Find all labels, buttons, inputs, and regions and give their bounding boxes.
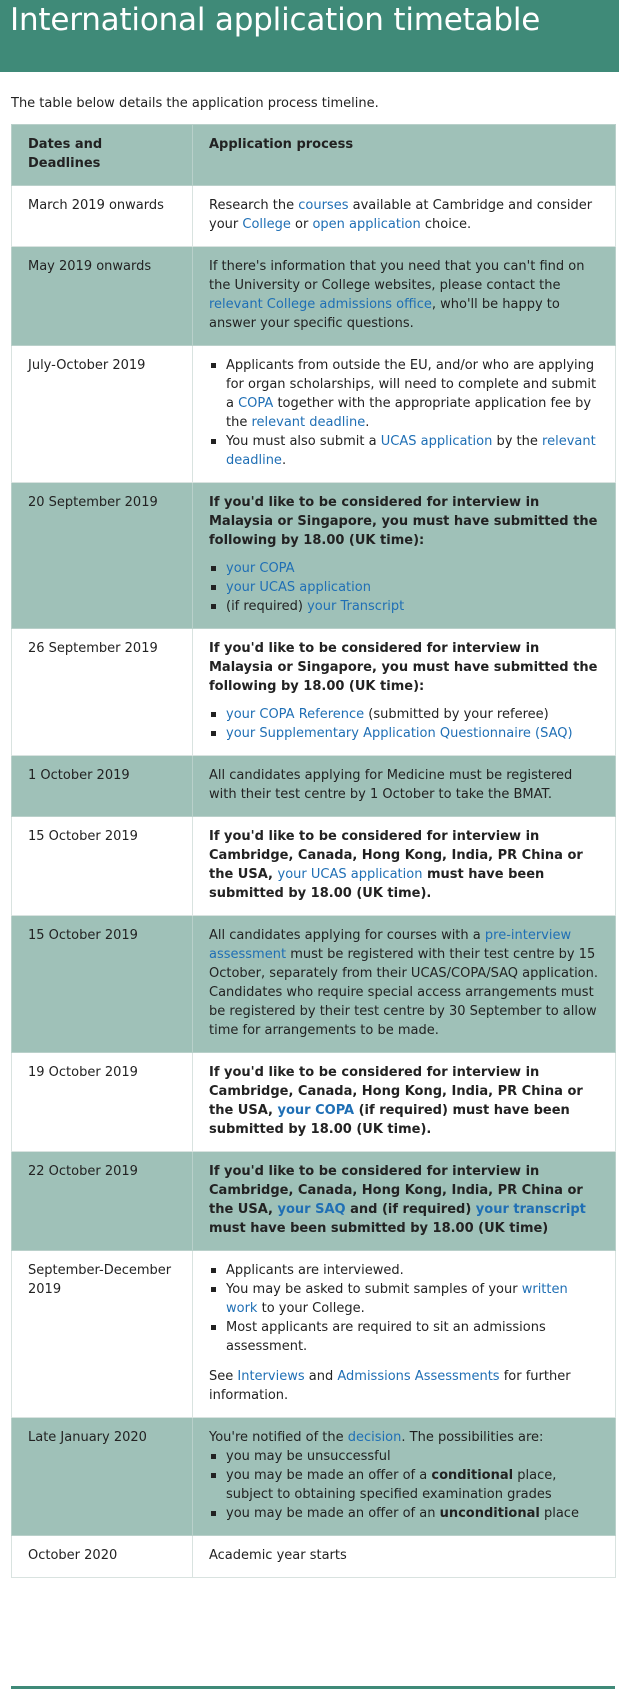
list-item: Applicants from outside the EU, and/or who are applying for organ scholarships, will need to complete and submit a COPA together with the appropriate application fee by the relevant deadline. [226, 356, 601, 432]
row-date: 15 October 2019 [12, 916, 193, 1053]
your-ucas-application-link[interactable]: your UCAS application [226, 580, 371, 595]
row-date: 22 October 2019 [12, 1152, 193, 1251]
row-date: September-December 2019 [12, 1251, 193, 1418]
page-title: International application timetable [10, 2, 541, 38]
table-row [12, 756, 616, 817]
your-copa-link[interactable]: your COPA [226, 561, 295, 576]
row-date: 1 October 2019 [12, 756, 193, 817]
row-date: July-October 2019 [12, 346, 193, 483]
relevant-deadline-link[interactable]: relevant deadline [251, 415, 366, 430]
list-item: You must also submit a UCAS application by the relevant deadline. [226, 432, 601, 470]
table-row [12, 1251, 616, 1418]
row-process [193, 346, 616, 483]
table-row [12, 346, 616, 483]
table-row [12, 1152, 616, 1251]
courses-link[interactable]: courses [298, 198, 349, 213]
timetable [11, 124, 616, 1578]
relevant-deadline-link[interactable]: relevant deadline [226, 434, 596, 468]
table-bottom-rule [11, 1686, 615, 1689]
header-process: Application process [193, 125, 616, 186]
table-row [12, 1053, 616, 1152]
header-dates: Dates and Deadlines [12, 125, 193, 186]
your-transcript-link[interactable]: your transcript [475, 1202, 586, 1217]
college-admissions-office-link[interactable]: relevant College admissions office [209, 297, 432, 312]
ucas-application-link[interactable]: UCAS application [380, 434, 493, 449]
saq-link[interactable]: your Supplementary Application Questionnaire (SAQ) [226, 726, 573, 741]
table-row [12, 916, 616, 1053]
row-date: October 2020 [12, 1536, 193, 1578]
row-process: If you'd like to be considered for interview in Malaysia or Singapore, you must have submitted the following by 18.00 (UK time): your COPA Reference (submitted by your referee) your Supplementary Application Questionnaire (SAQ) [193, 629, 616, 756]
row-process: If you'd like to be considered for interview in Cambridge, Canada, Hong Kong, India, PR China or the USA, your SAQ and (if required) your transcript must have been submitted by 18.00 (UK time) [193, 1152, 616, 1251]
open-application-link[interactable]: open application [312, 217, 421, 232]
table-row [12, 1418, 616, 1536]
bullet-list [209, 1261, 601, 1356]
table-row [12, 1536, 616, 1578]
row-process: If you'd like to be considered for interview in Cambridge, Canada, Hong Kong, India, PR China or the USA, your UCAS application must have been submitted by 18.00 (UK time). [193, 817, 616, 916]
row-process: If you'd like to be considered for interview in Cambridge, Canada, Hong Kong, India, PR China or the USA, your COPA (if required) must have been submitted by 18.00 (UK time). [193, 1053, 616, 1152]
list-item [226, 559, 601, 578]
table-row [12, 186, 616, 247]
row-date: 19 October 2019 [12, 1053, 193, 1152]
row-process: All candidates applying for Medicine must be registered with their test centre by 1 October to take the BMAT. [193, 756, 616, 817]
table-row [12, 247, 616, 346]
table-row [12, 483, 616, 629]
row-process: If you'd like to be considered for interview in Malaysia or Singapore, you must have submitted the following by 18.00 (UK time): your COPA your UCAS application (if required) your Transcript [193, 483, 616, 629]
row-date: Late January 2020 [12, 1418, 193, 1536]
table-row [12, 817, 616, 916]
row-process: Applicants are interviewed. You may be asked to submit samples of your written work to your College. Most applicants are required to sit an admissions assessment. See Interviews and Admissions Assessments for further information. [193, 1251, 616, 1418]
your-copa-link[interactable]: your COPA [277, 1103, 355, 1118]
your-saq-link[interactable]: your SAQ [277, 1202, 346, 1217]
row-date: 20 September 2019 [12, 483, 193, 629]
list-item [226, 578, 601, 597]
copa-link[interactable]: COPA [238, 396, 274, 411]
row-date: March 2019 onwards [12, 186, 193, 247]
list-item: Most applicants are required to sit an admissions assessment. [226, 1318, 601, 1356]
list-item: you may be unsuccessful [226, 1447, 601, 1466]
table-header-row [12, 125, 616, 186]
bullet-list [209, 1447, 601, 1523]
decision-link[interactable]: decision [347, 1430, 402, 1445]
list-item: your COPA Reference (submitted by your referee) [226, 705, 601, 724]
college-link[interactable]: College [242, 217, 291, 232]
written-work-link[interactable]: written work [226, 1282, 568, 1316]
list-item: you may be made an offer of an unconditional place [226, 1504, 601, 1523]
row-process: Research the courses available at Cambridge and consider your College or open application choice. [193, 186, 616, 247]
row-date: 15 October 2019 [12, 817, 193, 916]
admissions-assessments-link[interactable]: Admissions Assessments [337, 1369, 500, 1384]
interviews-link[interactable]: Interviews [237, 1369, 305, 1384]
page-header [0, 0, 619, 72]
intro-text: The table below details the application process timeline. [11, 96, 379, 111]
row-process: If there's information that you need that you can't find on the University or College websites, please contact the relevant College admissions office, who'll be happy to answer your specific questions. [193, 247, 616, 346]
list-item: You may be asked to submit samples of your written work to your College. [226, 1280, 601, 1318]
list-item: (if required) your Transcript [226, 597, 601, 616]
bullet-list [209, 705, 601, 743]
pre-interview-assessment-link[interactable]: pre-interview assessment [209, 928, 572, 962]
list-item: Applicants are interviewed. [226, 1261, 601, 1280]
bullet-list [209, 559, 601, 616]
table-row [12, 629, 616, 756]
list-item: you may be made an offer of a conditional place, subject to obtaining specified examination grades [226, 1466, 601, 1504]
copa-reference-link[interactable]: your COPA Reference [226, 707, 365, 722]
row-date: 26 September 2019 [12, 629, 193, 756]
your-ucas-application-link[interactable]: your UCAS application [277, 867, 423, 882]
row-date: May 2019 onwards [12, 247, 193, 346]
row-process: Academic year starts [193, 1536, 616, 1578]
bullet-list [209, 356, 601, 470]
list-item [226, 724, 601, 743]
row-process: All candidates applying for courses with a pre-interview assessment must be registered with their test centre by 15 October, separately from their UCAS/COPA/SAQ application. Candidates who require special access arrangements must be registered by their test centre by 30 September to allow time for arrangements to be made. [193, 916, 616, 1053]
your-transcript-link[interactable]: your Transcript [307, 599, 405, 614]
row-process: You're notified of the decision. The possibilities are: you may be unsuccessful you may be made an offer of a conditional place, subject to obtaining specified examination grades you may be made an offer of an unconditional place [193, 1418, 616, 1536]
